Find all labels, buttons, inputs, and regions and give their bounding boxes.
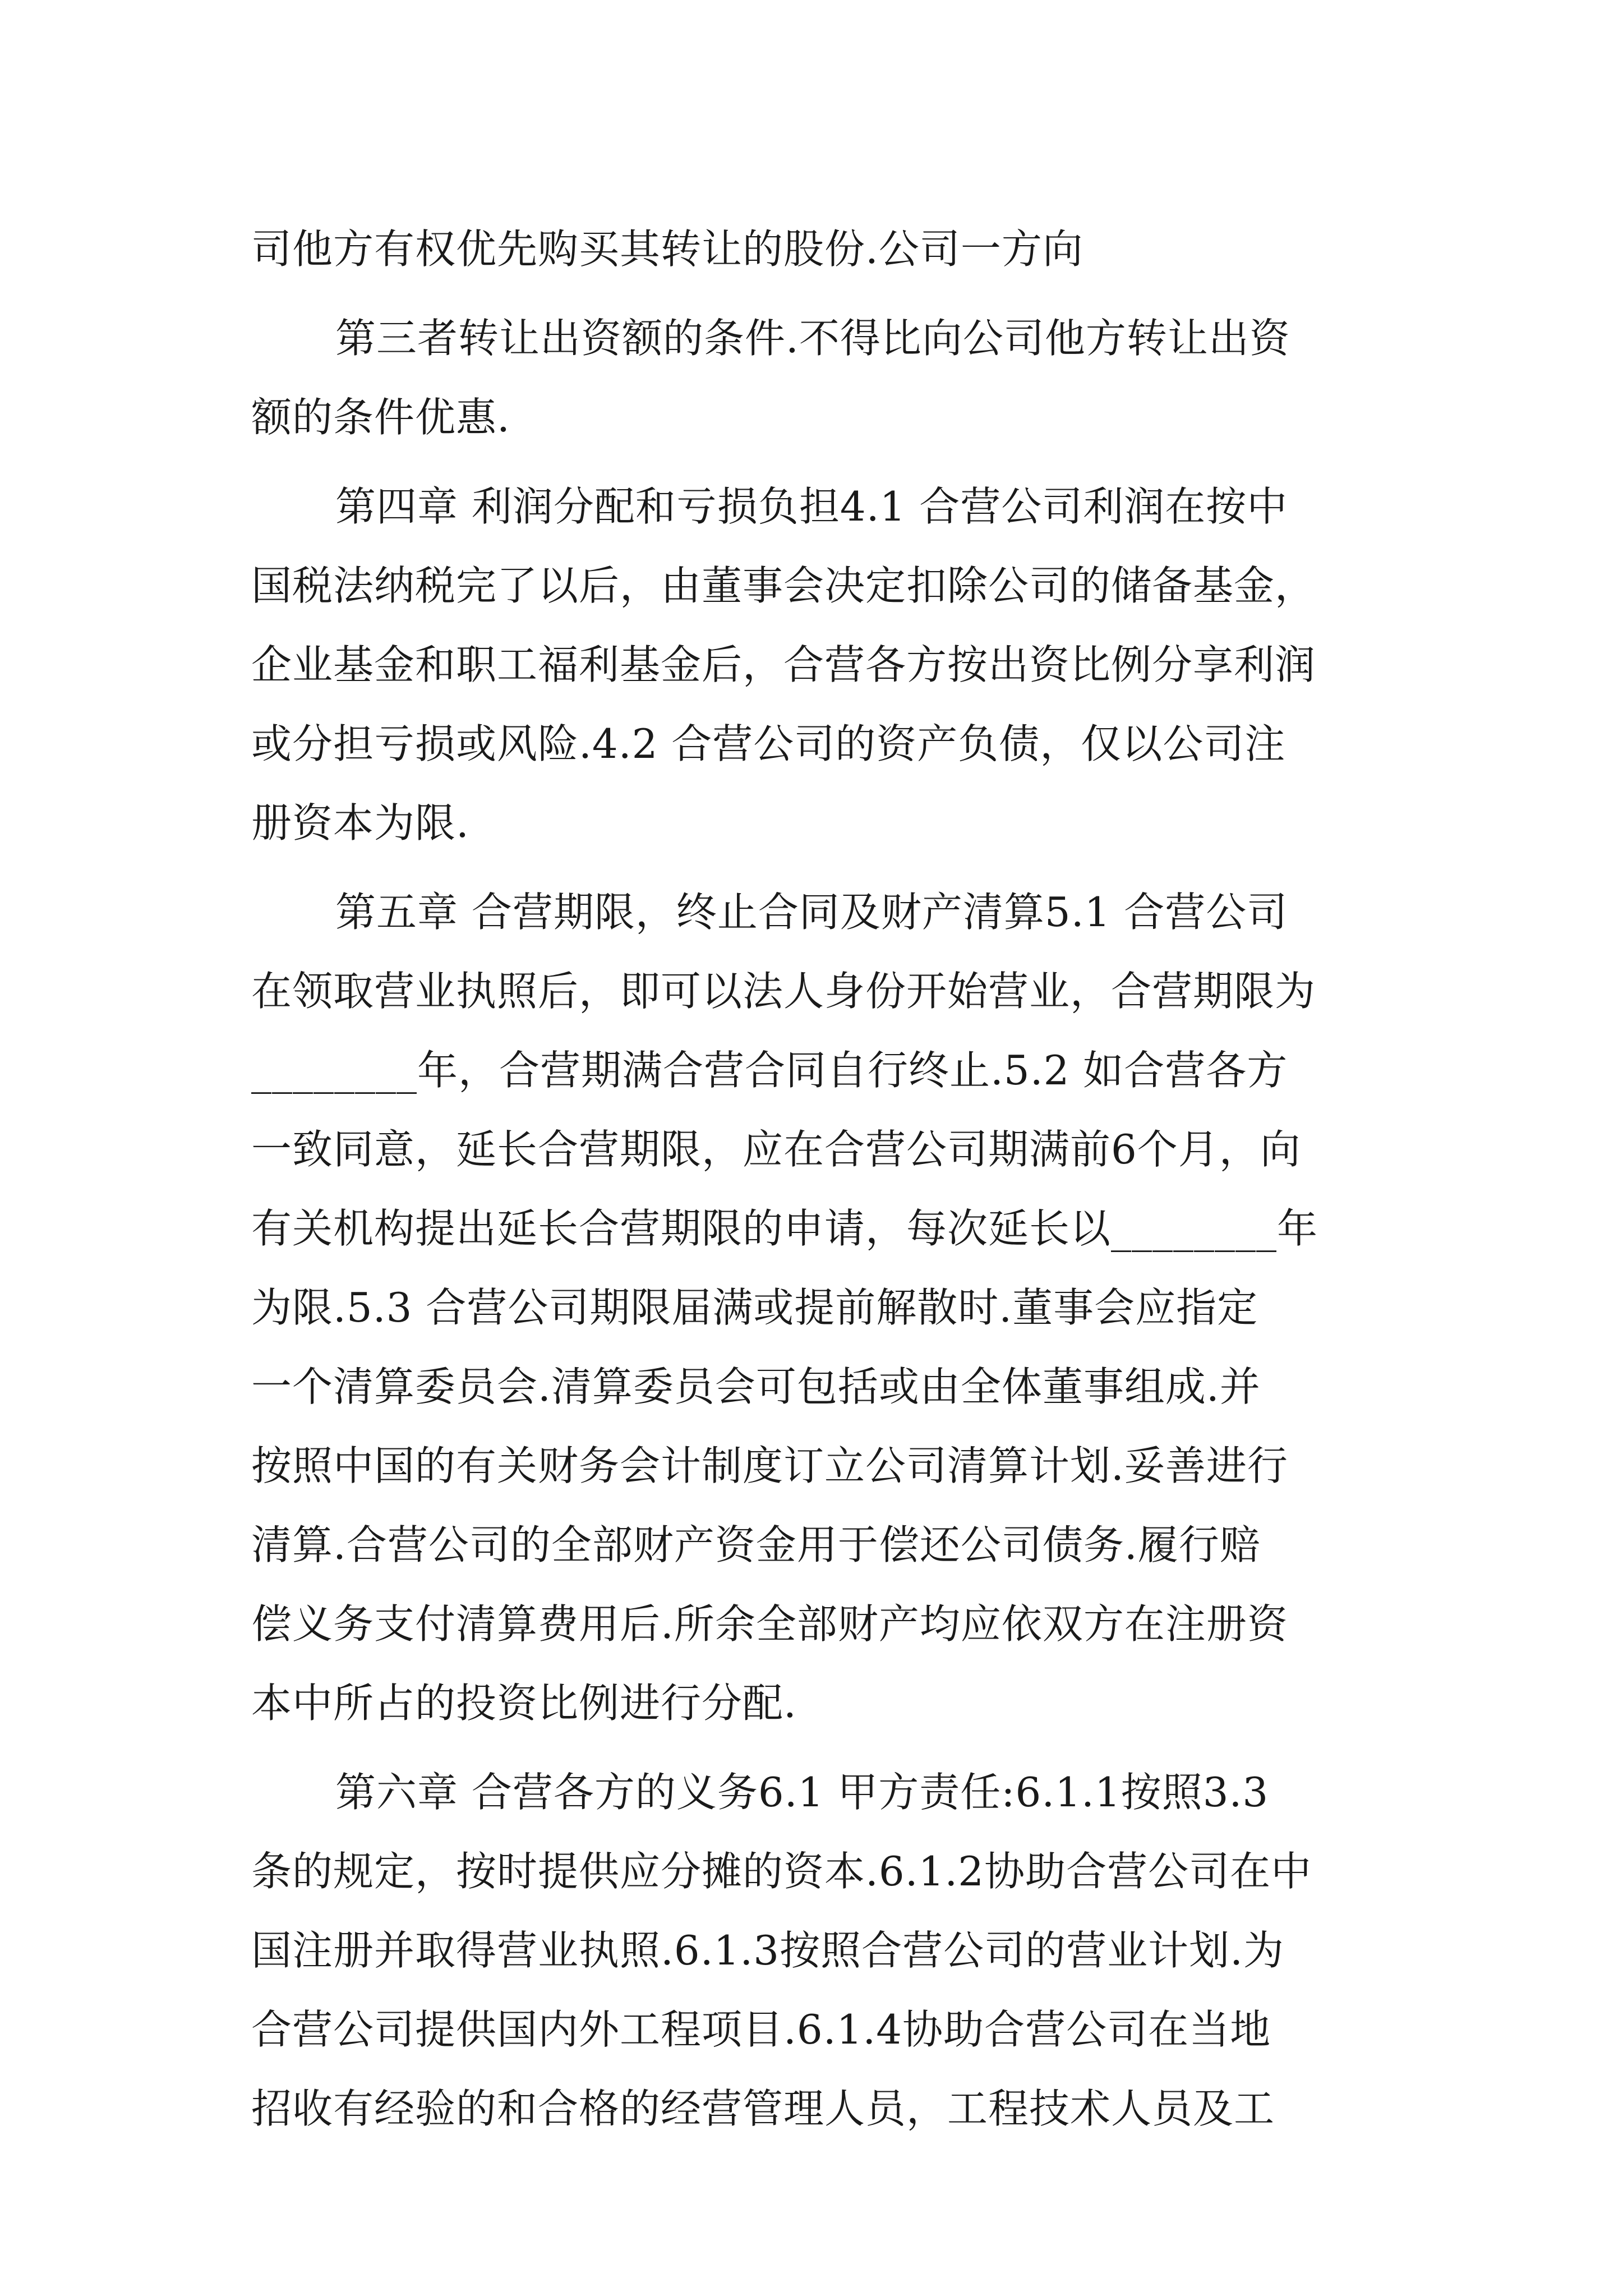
text-line: 司他方有权优先购买其转让的股份.公司一方向 [251,226,1083,273]
text-line: ________年，合营期满合营合同自行终止.5.2 如合营各方 [251,1047,1288,1094]
text-line: 合营公司提供国内外工程项目.6.1.4协助合营公司在当地 [251,2006,1271,2053]
chapter-four-heading-line: 第四章 利润分配和亏损负担4.1 合营公司利润在按中 [335,483,1288,530]
text-line: 按照中国的有关财务会计制度订立公司清算计划.妥善进行 [251,1442,1288,1489]
document-body [251,210,1387,2148]
text-line: 或分担亏损或风险.4.2 合营公司的资产负债，仅以公司注 [251,720,1286,767]
text-line: 条的规定，按时提供应分摊的资本.6.1.2协助合营公司在中 [251,1848,1312,1895]
paragraph-start-line: 第三者转让出资额的条件.不得比向公司他方转让出资 [335,315,1290,362]
text-line: 清算.合营公司的全部财产资金用于偿还公司债务.履行赔 [251,1521,1261,1568]
text-line: 企业基金和职工福利基金后，合营各方按出资比例分享利润 [251,641,1316,688]
text-line: 国税法纳税完了以后，由董事会决定扣除公司的储备基金， [251,562,1316,609]
text-line: 在领取营业执照后，即可以法人身份开始营业，合营期限为 [251,968,1316,1015]
chapter-five-heading-line: 第五章 合营期限，终止合同及财产清算5.1 合营公司 [335,889,1288,936]
text-line: 册资本为限. [251,799,469,846]
text-line: 偿义务支付清算费用后.所余全部财产均应依双方在注册资 [251,1600,1288,1648]
text-line: 一个清算委员会.清算委员会可包括或由全体董事组成.并 [251,1363,1261,1410]
text-line: 为限.5.3 合营公司期限届满或提前解散时.董事会应指定 [251,1284,1258,1331]
text-line: 有关机构提出延长合营期限的申请，每次延长以________年 [251,1205,1318,1252]
text-line: 额的条件优惠. [251,394,510,441]
text-line: 国注册并取得营业执照.6.1.3按照合营公司的营业计划.为 [251,1927,1284,1974]
text-line: 一致同意，延长合营期限，应在合营公司期满前6个月，向 [251,1126,1301,1173]
text-line: 招收有经验的和合格的经营管理人员，工程技术人员及工 [251,2085,1275,2132]
text-line: 本中所占的投资比例进行分配. [251,1680,797,1727]
chapter-six-heading-line: 第六章 合营各方的义务6.1 甲方责任:6.1.1按照3.3 [335,1769,1269,1816]
